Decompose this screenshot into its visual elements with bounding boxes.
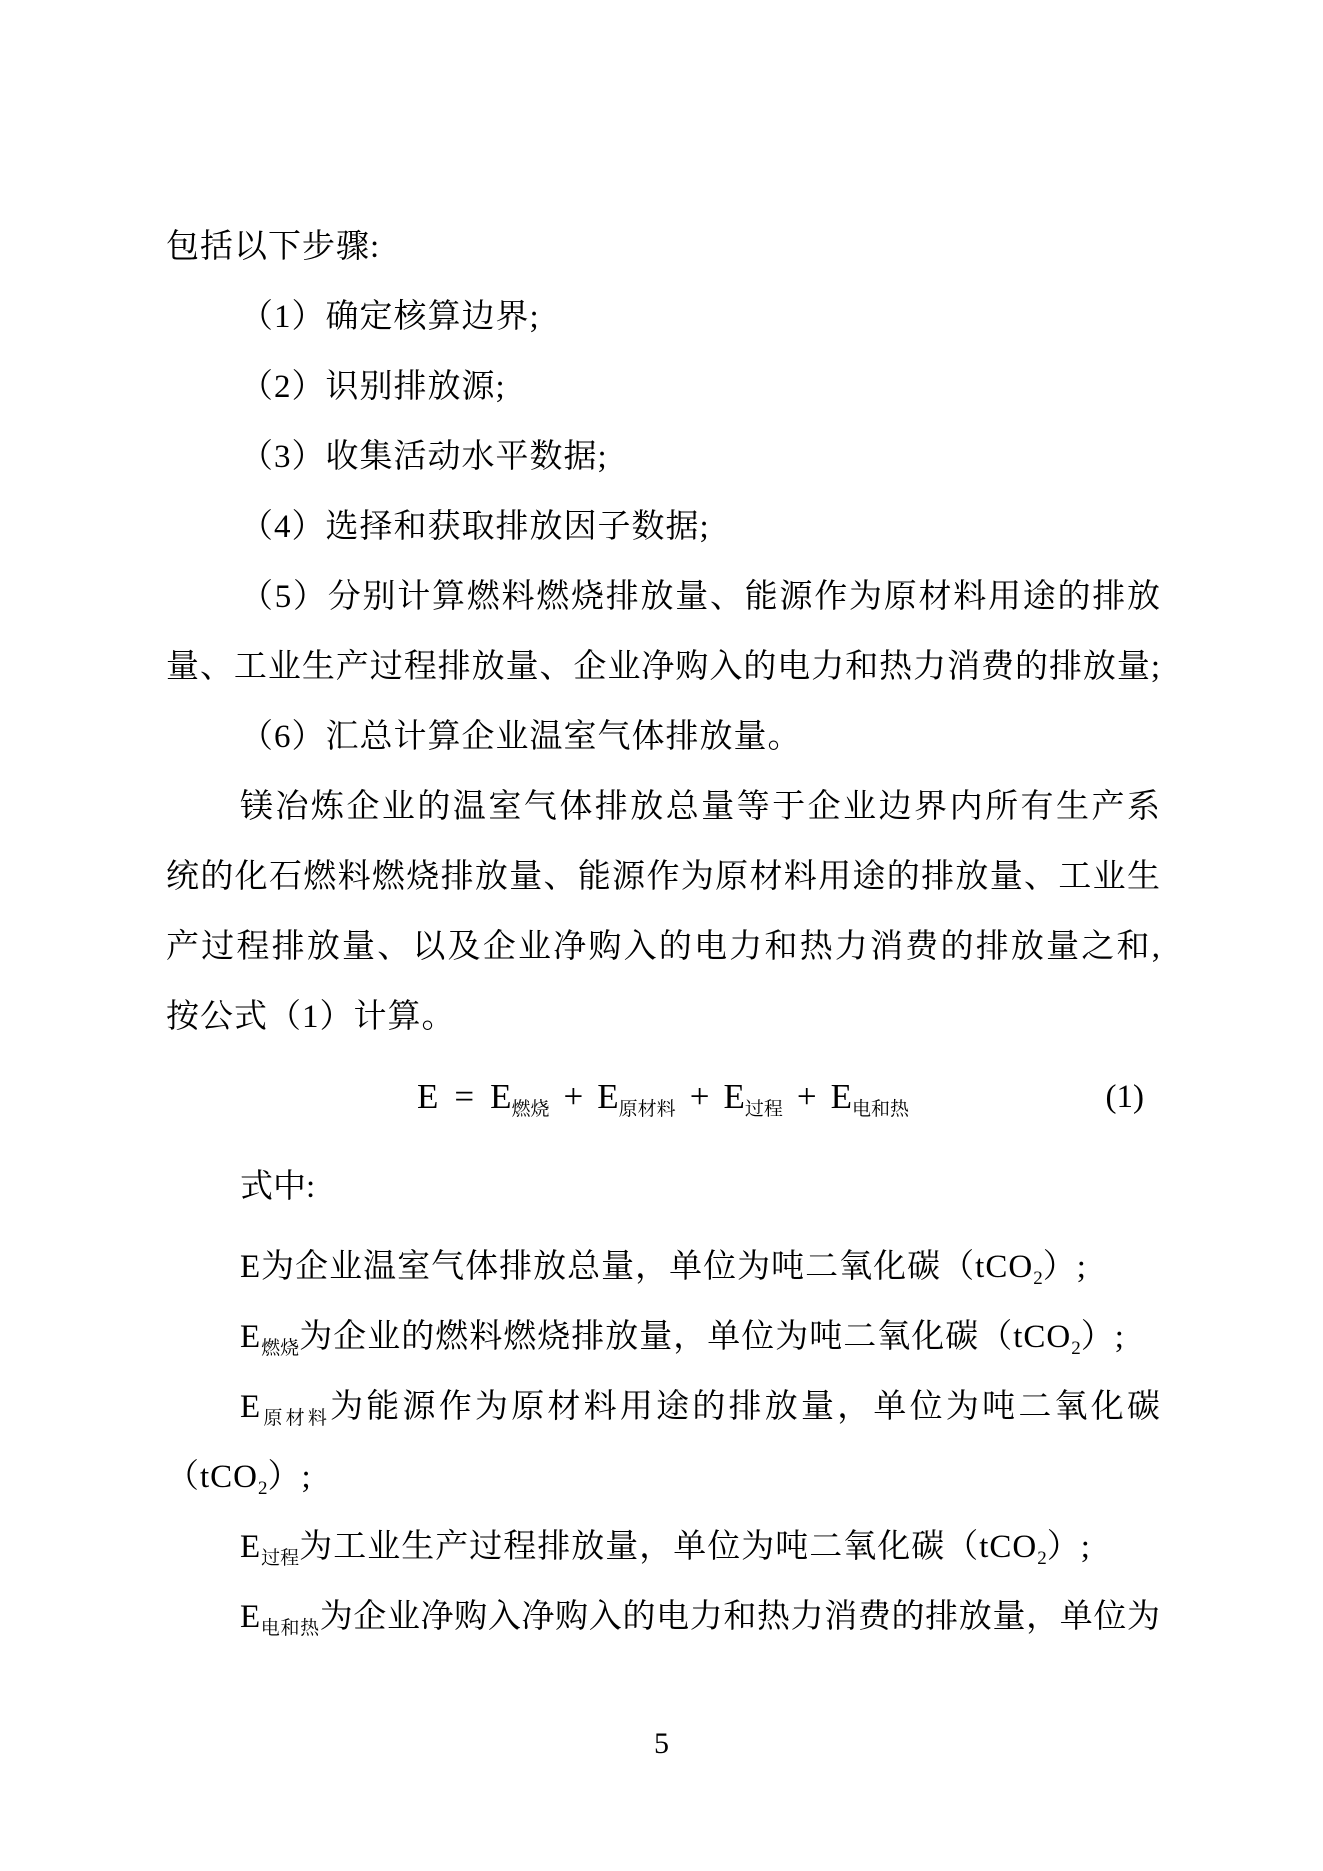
symbol-e: E — [240, 1319, 262, 1355]
symbol-e: E — [240, 1249, 262, 1285]
definition-e-fuel — [166, 1302, 1160, 1372]
document-body — [166, 212, 1160, 1652]
plus-sign: + — [563, 1077, 584, 1116]
definition-text: 为企业温室气体排放总量，单位为吨二氧化碳（tCO — [261, 1249, 1034, 1285]
page-number: 5 — [654, 1727, 669, 1760]
symbol-e: E — [240, 1529, 262, 1565]
definition-tail: ）; — [1046, 1529, 1091, 1565]
list-item-step-4: （4）选择和获取排放因子数据; — [240, 509, 710, 545]
list-item-step-6: （6）汇总计算企业温室气体排放量。 — [240, 719, 802, 755]
definition-text: （tCO — [166, 1459, 259, 1495]
unit-subscript: 2 — [1037, 1548, 1047, 1569]
symbol-e: E — [240, 1599, 261, 1635]
definition-e-raw-material-continuation — [166, 1442, 1160, 1512]
list-item-step-1: （1）确定核算边界; — [240, 299, 540, 335]
definition-text: 为企业的燃料燃烧排放量，单位为吨二氧化碳（tCO — [299, 1319, 1072, 1355]
equals-sign: = — [454, 1077, 475, 1116]
term-subscript: 原材料 — [618, 1099, 676, 1120]
definition-text: 为工业生产过程排放量，单位为吨二氧化碳（tCO — [299, 1529, 1038, 1565]
list-item-step-3: （3）收集活动水平数据; — [240, 439, 608, 475]
equation-number: (1) — [1105, 1079, 1144, 1115]
symbol-subscript: 原材料 — [260, 1408, 331, 1429]
definition-e-raw-material — [166, 1372, 1160, 1442]
where-label: 式中: — [240, 1169, 316, 1205]
equation-term-power-heat: $E_{电和热}$ — [830, 1077, 909, 1120]
paragraph-line-2: 统的化石燃料燃烧排放量、能源作为原材料用途的排放量、工业生 — [166, 859, 1160, 895]
symbol-e: E — [240, 1389, 261, 1425]
equation-lhs: E — [416, 1077, 439, 1116]
unit-subscript: 2 — [1033, 1268, 1043, 1289]
symbol-subscript: 电和热 — [260, 1618, 320, 1639]
definition-tail: ）; — [1042, 1249, 1087, 1285]
equation-term-process: $E_{过程}$ — [723, 1077, 783, 1120]
list-item-step-2: （2）识别排放源; — [240, 369, 506, 405]
unit-subscript: 2 — [258, 1478, 268, 1499]
equation-1 — [166, 1052, 1160, 1142]
equation-term-raw-material: $E_{原材料}$ — [597, 1077, 676, 1120]
term-subscript: 过程 — [744, 1099, 783, 1120]
definition-text: 为能源作为原材料用途的排放量，单位为吨二氧化碳 — [330, 1389, 1160, 1425]
list-item-step-5-line-2: 量、工业生产过程排放量、企业净购入的电力和热力消费的排放量; — [166, 649, 1160, 685]
definition-text: 为企业净购入净购入的电力和热力消费的排放量，单位为 — [319, 1599, 1160, 1635]
list-item-step-5-line-1: （5）分别计算燃料燃烧排放量、能源作为原材料用途的排放 — [240, 579, 1160, 615]
definition-tail: ）; — [1080, 1319, 1125, 1355]
unit-subscript: 2 — [1071, 1338, 1081, 1359]
definition-e-power-heat — [166, 1582, 1160, 1652]
plus-sign: + — [796, 1077, 817, 1116]
symbol-subscript: 燃烧 — [261, 1338, 300, 1359]
paragraph-line-3: 产过程排放量、以及企业净购入的电力和热力消费的排放量之和, — [166, 929, 1160, 965]
paragraph-line-4: 按公式（1）计算。 — [166, 999, 456, 1035]
plus-sign: + — [689, 1077, 710, 1116]
paragraph-line-intro: 包括以下步骤: — [166, 229, 381, 265]
paragraph-line-1: 镁冶炼企业的温室气体排放总量等于企业边界内所有生产系 — [240, 789, 1160, 825]
term-subscript: 燃烧 — [511, 1099, 550, 1120]
definition-e-process — [166, 1512, 1160, 1582]
definition-tail: ）; — [267, 1459, 312, 1495]
term-subscript: 电和热 — [851, 1099, 909, 1120]
symbol-subscript: 过程 — [261, 1548, 300, 1569]
definition-e-total — [166, 1232, 1160, 1302]
equation-term-fuel: $E_{燃烧}$ — [490, 1077, 550, 1120]
